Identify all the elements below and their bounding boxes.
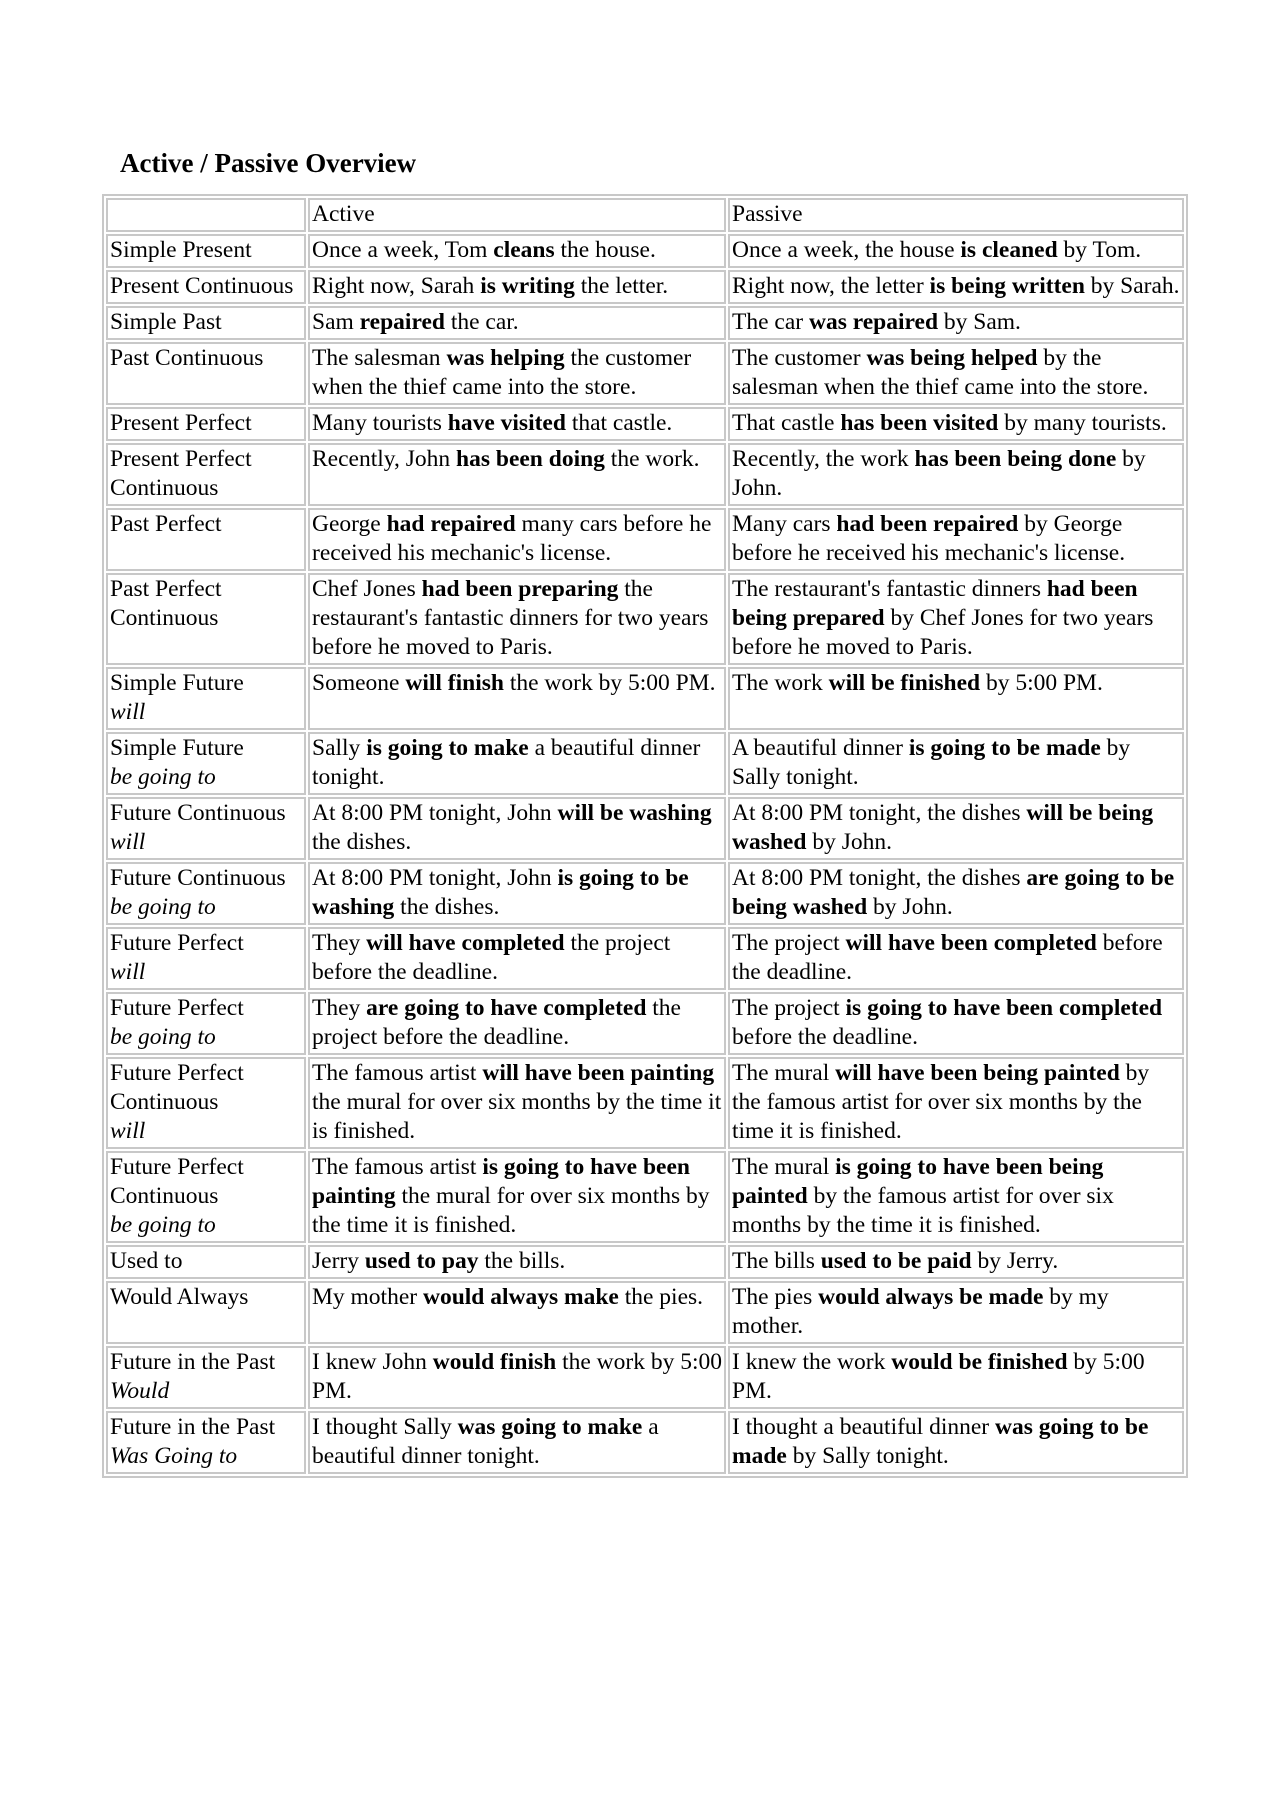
table-row	[106, 1346, 1184, 1409]
passive-text: by 5:00 PM.	[732, 1349, 1145, 1404]
passive-text: before the deadline.	[732, 1024, 918, 1050]
passive-text: by 5:00 PM.	[980, 670, 1103, 696]
active-verb-phrase: would always make	[422, 1284, 619, 1310]
active-verb-phrase: used to pay	[364, 1248, 479, 1274]
tense-name: Future Continuous	[110, 800, 286, 826]
passive-text: The car	[732, 309, 809, 335]
active-text: the mural for over six months by the time it is finished.	[312, 1089, 722, 1144]
passive-verb-phrase: was being helped	[866, 345, 1038, 371]
table-row	[106, 1057, 1184, 1149]
tense-cell	[106, 234, 306, 268]
passive-text: The customer	[732, 345, 867, 371]
passive-sentence-cell	[728, 1057, 1184, 1149]
passive-sentence-cell	[728, 992, 1184, 1055]
active-sentence-cell	[308, 573, 726, 665]
tense-cell	[106, 732, 306, 795]
passive-text: Many cars	[732, 511, 837, 537]
tense-name: Past Perfect Continuous	[110, 576, 222, 631]
tense-name: Future Perfect	[110, 930, 244, 956]
passive-text: At 8:00 PM tonight, the dishes	[732, 800, 1027, 826]
tense-cell	[106, 862, 306, 925]
table-row	[106, 1411, 1184, 1474]
passive-verb-phrase: is going to have been being painted	[732, 1154, 1104, 1209]
tense-variant: be going to	[110, 764, 216, 790]
active-text: At 8:00 PM tonight, John	[312, 800, 558, 826]
active-text: Right now, Sarah	[312, 273, 481, 299]
tense-name: Used to	[110, 1248, 183, 1274]
table-row	[106, 306, 1184, 340]
tense-cell	[106, 342, 306, 405]
active-verb-phrase: cleans	[493, 237, 555, 263]
active-sentence-cell	[308, 342, 726, 405]
active-sentence-cell	[308, 1411, 726, 1474]
active-sentence-cell	[308, 667, 726, 730]
tense-name: Past Continuous	[110, 345, 264, 371]
passive-sentence-cell	[728, 443, 1184, 506]
tense-cell	[106, 992, 306, 1055]
passive-text: The project	[732, 930, 846, 956]
table-row	[106, 1151, 1184, 1243]
table-row	[106, 797, 1184, 860]
table-row	[106, 667, 1184, 730]
header-row	[106, 198, 1184, 232]
table-row	[106, 927, 1184, 990]
tense-cell	[106, 797, 306, 860]
tense-cell	[106, 1346, 306, 1409]
active-verb-phrase: has been doing	[456, 446, 605, 472]
active-verb-phrase: repaired	[359, 309, 445, 335]
active-text: the bills.	[478, 1248, 566, 1274]
passive-text: Recently, the work	[732, 446, 915, 472]
active-verb-phrase: is going to have been painting	[312, 1154, 690, 1209]
table-row	[106, 862, 1184, 925]
active-text: the project before the deadline.	[312, 995, 681, 1050]
active-sentence-cell	[308, 992, 726, 1055]
tense-cell	[106, 407, 306, 441]
table-row	[106, 732, 1184, 795]
passive-verb-phrase: is being written	[929, 273, 1085, 299]
passive-sentence-cell	[728, 342, 1184, 405]
passive-sentence-cell	[728, 407, 1184, 441]
active-verb-phrase: would finish	[432, 1349, 557, 1375]
tense-name: Future Perfect Continuous	[110, 1154, 244, 1209]
active-sentence-cell	[308, 508, 726, 571]
active-text: Sally	[312, 735, 367, 761]
tense-cell	[106, 667, 306, 730]
active-text: many cars before he received his mechanic's license.	[312, 511, 712, 566]
passive-verb-phrase: had been being prepared	[732, 576, 1138, 631]
active-text: the letter.	[574, 273, 669, 299]
tense-cell	[106, 270, 306, 304]
header-passive: Passive	[728, 198, 1184, 232]
active-sentence-cell	[308, 270, 726, 304]
tense-name: Future in the Past	[110, 1414, 276, 1440]
active-sentence-cell	[308, 443, 726, 506]
passive-text: The mural	[732, 1060, 836, 1086]
passive-verb-phrase: is going to have been completed	[845, 995, 1163, 1021]
active-text: George	[312, 511, 387, 537]
active-text: the dishes.	[394, 894, 500, 920]
passive-verb-phrase: has been visited	[840, 410, 999, 436]
tense-variant: will	[110, 1118, 146, 1144]
passive-text: by John.	[732, 446, 1146, 501]
active-sentence-cell	[308, 306, 726, 340]
active-text: that castle.	[565, 410, 673, 436]
passive-verb-phrase: is going to be made	[908, 735, 1101, 761]
active-text: the work.	[604, 446, 700, 472]
active-verb-phrase: have visited	[447, 410, 566, 436]
passive-text: by many tourists.	[998, 410, 1167, 436]
passive-text: by Sam.	[938, 309, 1021, 335]
tense-cell	[106, 1151, 306, 1243]
active-text: Recently, John	[312, 446, 457, 472]
active-text: the dishes.	[312, 829, 412, 855]
active-text: the project before the deadline.	[312, 930, 671, 985]
active-sentence-cell	[308, 234, 726, 268]
tense-cell	[106, 573, 306, 665]
tense-variant: Would	[110, 1378, 170, 1404]
passive-text: by the famous artist for over six months by the time it is finished.	[732, 1183, 1114, 1238]
tense-variant: Was Going to	[110, 1443, 238, 1469]
active-verb-phrase: was helping	[446, 345, 565, 371]
passive-text: That castle	[732, 410, 841, 436]
tense-name: Simple Future	[110, 670, 244, 696]
passive-verb-phrase: will have been completed	[845, 930, 1097, 956]
passive-text: by John.	[867, 894, 953, 920]
passive-verb-phrase: was repaired	[808, 309, 939, 335]
tense-name: Would Always	[110, 1284, 249, 1310]
table-row	[106, 342, 1184, 405]
tense-variant: be going to	[110, 1024, 216, 1050]
passive-text: The pies	[732, 1284, 819, 1310]
passive-text: by John.	[806, 829, 892, 855]
passive-sentence-cell	[728, 306, 1184, 340]
passive-verb-phrase: will have been being painted	[835, 1060, 1120, 1086]
tense-variant: be going to	[110, 1212, 216, 1238]
active-text: the mural for over six months by the time it is finished.	[312, 1183, 710, 1238]
passive-verb-phrase: was going to be made	[732, 1414, 1149, 1469]
table-row	[106, 508, 1184, 571]
passive-sentence-cell	[728, 797, 1184, 860]
tense-name: Future in the Past	[110, 1349, 276, 1375]
active-sentence-cell	[308, 1057, 726, 1149]
active-sentence-cell	[308, 1281, 726, 1344]
tense-name: Future Perfect Continuous	[110, 1060, 244, 1115]
active-text: Chef Jones	[312, 576, 422, 602]
passive-text: by George before he received his mechanic's license.	[732, 511, 1126, 566]
active-sentence-cell	[308, 407, 726, 441]
active-verb-phrase: will be washing	[557, 800, 712, 826]
active-sentence-cell	[308, 1245, 726, 1279]
active-text: the work by 5:00 PM.	[312, 1349, 722, 1404]
active-verb-phrase: will finish	[405, 670, 504, 696]
tense-name: Past Perfect	[110, 511, 222, 537]
active-verb-phrase: will have completed	[366, 930, 565, 956]
passive-text: by my mother.	[732, 1284, 1109, 1339]
table-row	[106, 573, 1184, 665]
passive-text: Once a week, the house	[732, 237, 961, 263]
active-text: the restaurant's fantastic dinners for two years before he moved to Paris.	[312, 576, 709, 660]
tense-name: Simple Future	[110, 735, 244, 761]
tense-cell	[106, 306, 306, 340]
active-verb-phrase: is going to be washing	[312, 865, 689, 920]
active-verb-phrase: had repaired	[386, 511, 516, 537]
passive-sentence-cell	[728, 1346, 1184, 1409]
active-sentence-cell	[308, 1346, 726, 1409]
tense-variant: will	[110, 699, 146, 725]
passive-text: by Tom.	[1057, 237, 1142, 263]
passive-text: The work	[732, 670, 829, 696]
table-row	[106, 270, 1184, 304]
active-text: Someone	[312, 670, 406, 696]
active-text: Once a week, Tom	[312, 237, 494, 263]
passive-sentence-cell	[728, 927, 1184, 990]
active-text: The salesman	[312, 345, 447, 371]
tense-cell	[106, 1411, 306, 1474]
active-text: At 8:00 PM tonight, John	[312, 865, 558, 891]
active-text: I knew John	[312, 1349, 433, 1375]
passive-sentence-cell	[728, 1411, 1184, 1474]
header-active: Active	[308, 198, 726, 232]
table-row	[106, 234, 1184, 268]
header-tense	[106, 198, 306, 232]
tense-name: Present Perfect Continuous	[110, 446, 252, 501]
active-text: They	[312, 995, 367, 1021]
passive-text: by Sally tonight.	[786, 1443, 949, 1469]
tense-cell	[106, 508, 306, 571]
active-verb-phrase: was going to make	[457, 1414, 643, 1440]
active-text: a beautiful dinner tonight.	[312, 1414, 659, 1469]
active-text: I thought Sally	[312, 1414, 458, 1440]
tense-cell	[106, 1245, 306, 1279]
table-row	[106, 407, 1184, 441]
tense-variant: will	[110, 829, 146, 855]
tense-cell	[106, 1057, 306, 1149]
active-verb-phrase: had been preparing	[421, 576, 619, 602]
passive-sentence-cell	[728, 1281, 1184, 1344]
active-text: the pies.	[618, 1284, 704, 1310]
passive-sentence-cell	[728, 1245, 1184, 1279]
tense-variant: will	[110, 959, 146, 985]
tense-cell	[106, 443, 306, 506]
tense-cell	[106, 1281, 306, 1344]
passive-verb-phrase: would always be made	[818, 1284, 1044, 1310]
active-sentence-cell	[308, 797, 726, 860]
active-verb-phrase: is writing	[480, 273, 575, 299]
passive-sentence-cell	[728, 508, 1184, 571]
passive-text: I thought a beautiful dinner	[732, 1414, 995, 1440]
active-sentence-cell	[308, 732, 726, 795]
passive-text: The bills	[732, 1248, 821, 1274]
tense-variant: be going to	[110, 894, 216, 920]
active-text: a beautiful dinner tonight.	[312, 735, 701, 790]
passive-text: by Chef Jones for two years before he moved to Paris.	[732, 605, 1154, 660]
table-row	[106, 443, 1184, 506]
passive-sentence-cell	[728, 862, 1184, 925]
active-verb-phrase: will have been painting	[482, 1060, 715, 1086]
page-title: Active / Passive Overview	[120, 148, 417, 178]
active-sentence-cell	[308, 927, 726, 990]
passive-text: by Sally tonight.	[732, 735, 1131, 790]
active-text: the work by 5:00 PM.	[503, 670, 716, 696]
active-text: The famous artist	[312, 1154, 483, 1180]
passive-sentence-cell	[728, 667, 1184, 730]
tense-cell	[106, 927, 306, 990]
passive-text: before the deadline.	[732, 930, 1163, 985]
passive-sentence-cell	[728, 270, 1184, 304]
active-text: the customer when the thief came into the store.	[312, 345, 692, 400]
tense-name: Future Perfect	[110, 995, 244, 1021]
passive-verb-phrase: would be finished	[891, 1349, 1068, 1375]
active-text: the car.	[444, 309, 519, 335]
active-text: My mother	[312, 1284, 423, 1310]
passive-verb-phrase: used to be paid	[820, 1248, 972, 1274]
passive-text: I knew the work	[732, 1349, 892, 1375]
active-text: Jerry	[312, 1248, 365, 1274]
active-verb-phrase: are going to have completed	[366, 995, 647, 1021]
passive-text: The project	[732, 995, 846, 1021]
passive-verb-phrase: is cleaned	[960, 237, 1058, 263]
active-sentence-cell	[308, 1151, 726, 1243]
active-text: Many tourists	[312, 410, 448, 436]
passive-text: The restaurant's fantastic dinners	[732, 576, 1047, 602]
table-row	[106, 1245, 1184, 1279]
passive-sentence-cell	[728, 573, 1184, 665]
passive-verb-phrase: had been repaired	[836, 511, 1019, 537]
passive-text: The mural	[732, 1154, 836, 1180]
table-row	[106, 1281, 1184, 1344]
active-verb-phrase: is going to make	[366, 735, 529, 761]
passive-text: Right now, the letter	[732, 273, 930, 299]
active-text: the house.	[554, 237, 656, 263]
active-passive-table	[102, 194, 1188, 1478]
tense-name: Simple Past	[110, 309, 222, 335]
passive-text: by Sarah.	[1084, 273, 1180, 299]
tense-name: Simple Present	[110, 237, 252, 263]
tense-name: Present Continuous	[110, 273, 294, 299]
passive-text: At 8:00 PM tonight, the dishes	[732, 865, 1027, 891]
passive-verb-phrase: will be being washed	[732, 800, 1154, 855]
passive-text: A beautiful dinner	[732, 735, 909, 761]
active-text: Sam	[312, 309, 360, 335]
table-body	[106, 234, 1184, 1474]
passive-sentence-cell	[728, 732, 1184, 795]
active-text: The famous artist	[312, 1060, 483, 1086]
tense-name: Future Continuous	[110, 865, 286, 891]
passive-sentence-cell	[728, 234, 1184, 268]
passive-text: by the famous artist for over six months by the time it is finished.	[732, 1060, 1150, 1144]
passive-verb-phrase: are going to be being washed	[732, 865, 1175, 920]
passive-text: by the salesman when the thief came into the store.	[732, 345, 1149, 400]
passive-verb-phrase: has been being done	[914, 446, 1117, 472]
active-text: They	[312, 930, 367, 956]
passive-text: by Jerry.	[971, 1248, 1059, 1274]
table-row	[106, 992, 1184, 1055]
tense-name: Present Perfect	[110, 410, 252, 436]
active-sentence-cell	[308, 862, 726, 925]
passive-sentence-cell	[728, 1151, 1184, 1243]
passive-verb-phrase: will be finished	[828, 670, 981, 696]
